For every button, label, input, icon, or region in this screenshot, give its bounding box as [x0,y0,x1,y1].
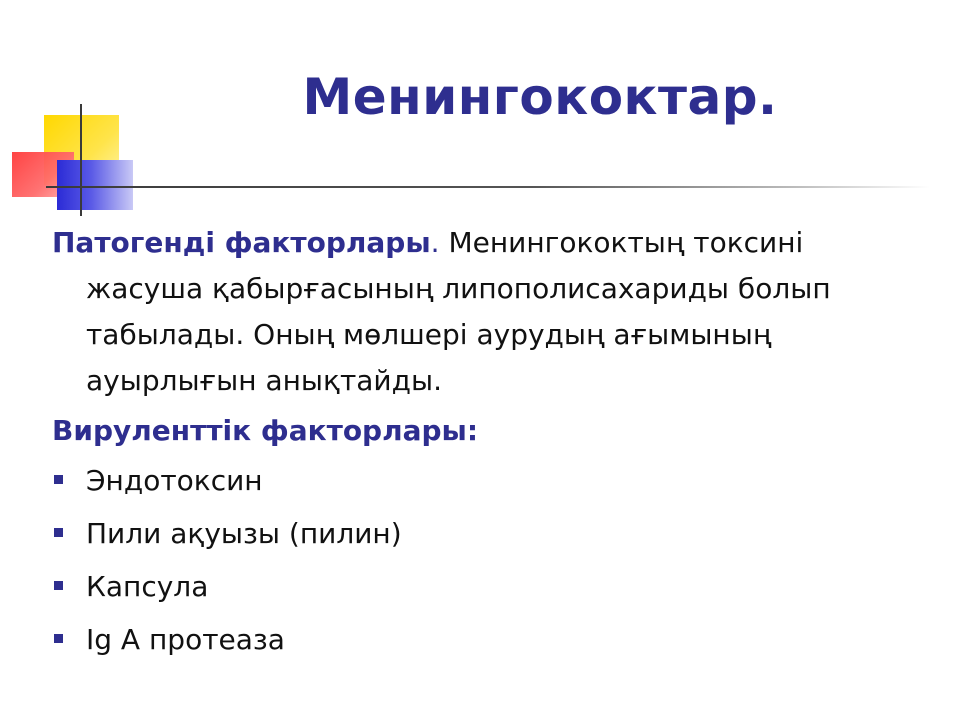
slide-title: Менингококтар. [302,68,778,126]
pathogenic-factors-text: Менингококтың токсині жасуша қабырғасының липополисахариды болып табылады. Оның мөлшері аурудың ағымының ауырлығын анықтайды. [86,226,831,397]
blue-square-decoration [57,160,133,210]
pathogenic-factors-label: Патогенді факторлары [52,226,431,259]
vertical-rule [80,104,82,216]
virulence-factors-list [52,458,902,663]
list-item-text: Эндотоксин [86,464,263,497]
square-bullet-icon [54,581,63,590]
title-underline-rule [46,186,930,188]
list-item [52,617,902,663]
square-bullet-icon [54,634,63,643]
pathogenic-factors-punct: . [430,226,440,259]
square-bullet-icon [54,475,63,484]
list-item-text: Капсула [86,570,209,603]
list-item [52,511,902,557]
pathogenic-factors-paragraph [52,220,902,404]
list-item [52,458,902,504]
square-bullet-icon [54,528,63,537]
list-item-text: Ig A протеаза [86,623,285,656]
virulence-factors-heading: Вируленттік факторлары: [52,414,479,447]
list-item [52,564,902,610]
list-item-text: Пили ақуызы (пилин) [86,517,402,550]
slide-body [52,220,902,670]
